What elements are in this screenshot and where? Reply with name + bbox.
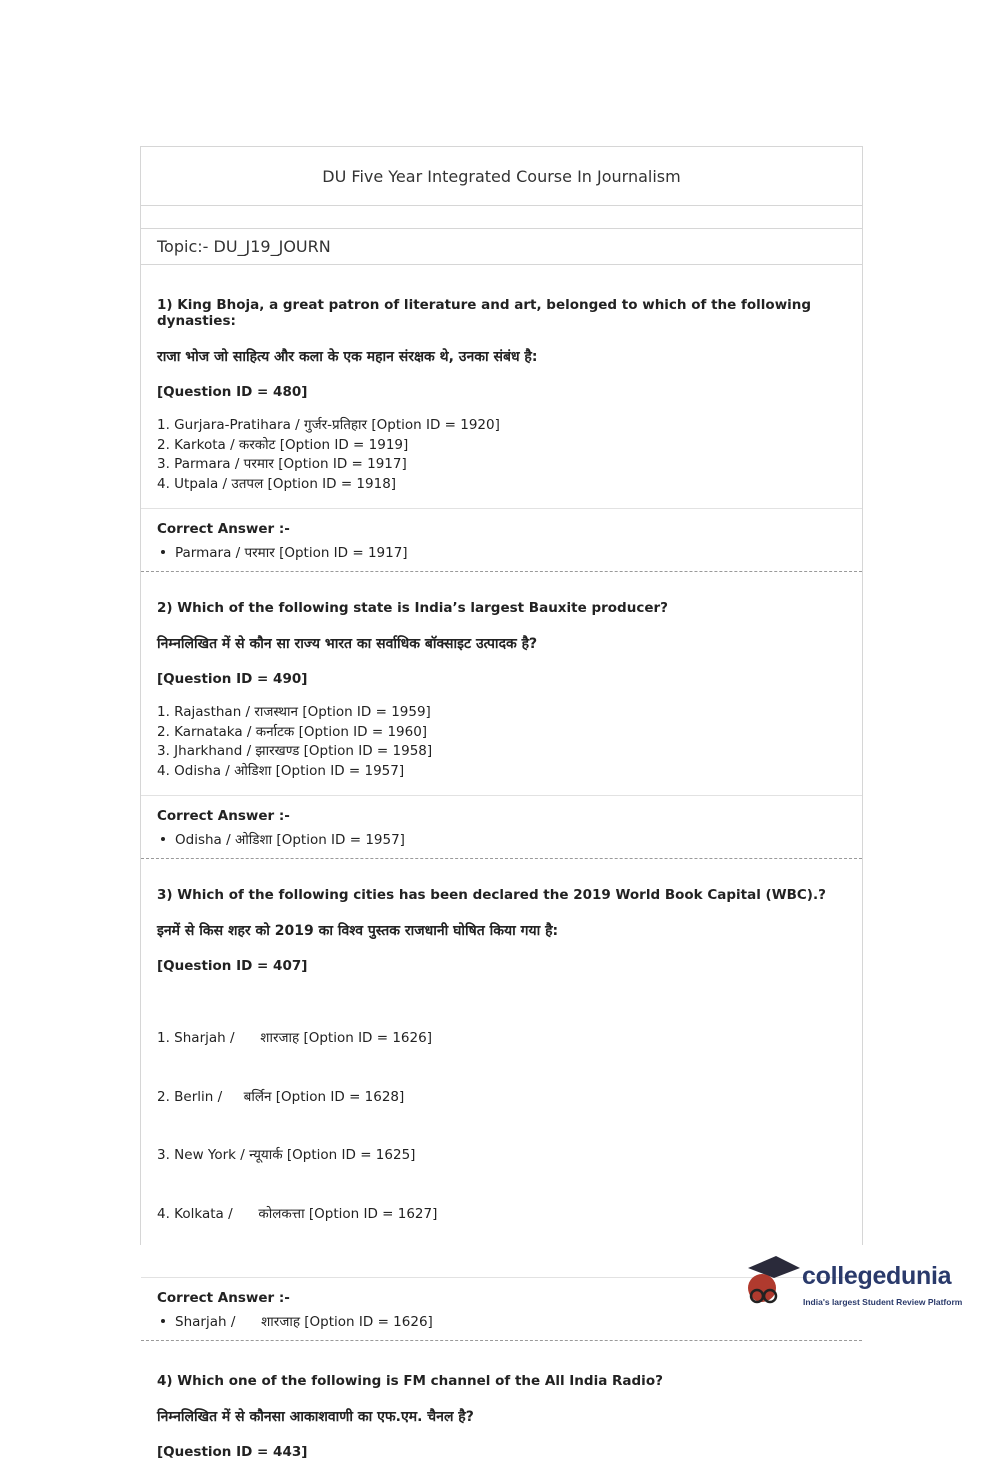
question-text-hi: निम्नलिखित में से कौनसा आकाशवाणी का एफ.एम. चैनल है? xyxy=(157,1409,474,1425)
option-item: 3. Jharkhand / झारखण्ड [Option ID = 1958] xyxy=(157,743,433,759)
option-item: 1. Rajasthan / राजस्थान [Option ID = 1959] xyxy=(157,704,431,720)
question-id: [Question ID = 490] xyxy=(157,671,308,687)
question-id: [Question ID = 480] xyxy=(157,384,308,400)
question-card xyxy=(141,1341,862,1460)
collegedunia-logo xyxy=(742,1248,972,1318)
option-item: 4. Kolkata / कोलकत्ता [Option ID = 1627] xyxy=(157,1205,438,1222)
option-list xyxy=(157,990,846,1263)
option-item: 4. Odisha / ओडिशा [Option ID = 1957] xyxy=(157,762,405,779)
correct-answer-label: Correct Answer :- xyxy=(157,521,290,537)
question-text-en: 3) Which of the following cities has been declared the 2019 World Book Capital (WBC).? xyxy=(157,887,826,903)
option-list xyxy=(157,416,846,494)
question-text-hi: इनमें से किस शहर को 2019 का विश्व पुस्तक राजधानी घोषित किया गया है: xyxy=(157,923,559,939)
option-item: 1. Sharjah / शारजाह [Option ID = 1626] xyxy=(157,1030,432,1046)
correct-answer-section xyxy=(141,796,862,859)
option-item: 3. New York / न्यूयार्क [Option ID = 1625] xyxy=(157,1147,416,1163)
option-item: 2. Karkota / करकोट [Option ID = 1919] xyxy=(157,436,409,453)
correct-answer-label: Correct Answer :- xyxy=(157,808,290,824)
option-item: 2. Karnataka / कर्नाटक [Option ID = 1960] xyxy=(157,723,428,740)
correct-answer-value: Sharjah / शारजाह [Option ID = 1626] xyxy=(175,1314,433,1330)
bullet-icon xyxy=(161,550,165,554)
question-card xyxy=(141,572,862,859)
question-text-en: 1) King Bhoja, a great patron of literature and art, belonged to which of the following dynasties: xyxy=(157,297,812,329)
option-list xyxy=(157,703,846,781)
mascot-icon xyxy=(742,1252,804,1314)
question-paper xyxy=(140,146,863,1460)
question-text-hi: निम्नलिखित में से कौन सा राज्य भारत का सर्वाधिक बॉक्साइट उत्पादक है? xyxy=(157,636,538,652)
correct-answer-label: Correct Answer :- xyxy=(157,1290,290,1306)
question-text-hi: राजा भोज जो साहित्य और कला के एक महान संरक्षक थे, उनका संबंध है: xyxy=(157,349,538,365)
option-item: 1. Gurjara-Pratihara / गुर्जर-प्रतिहार [Option ID = 1920] xyxy=(157,417,500,433)
question-id: [Question ID = 407] xyxy=(157,958,308,974)
divider xyxy=(141,206,862,229)
option-item: 3. Parmara / परमार [Option ID = 1917] xyxy=(157,456,407,472)
topic-label: Topic:- DU_J19_JOURN xyxy=(141,229,862,265)
question-text-en: 4) Which one of the following is FM channel of the All India Radio? xyxy=(157,1373,663,1389)
correct-answer-section xyxy=(141,509,862,572)
option-item: 4. Utpala / उतपल [Option ID = 1918] xyxy=(157,475,397,492)
bullet-icon xyxy=(161,1319,165,1323)
brand-name: collegedunia xyxy=(802,1262,952,1290)
brand-tagline: India's largest Student Review Platform xyxy=(803,1297,963,1307)
bullet-icon xyxy=(161,837,165,841)
question-card xyxy=(141,265,862,572)
paper-title: DU Five Year Integrated Course In Journalism xyxy=(141,147,862,206)
correct-answer-value: Odisha / ओडिशा [Option ID = 1957] xyxy=(175,832,405,848)
option-item: 2. Berlin / बर्लिन [Option ID = 1628] xyxy=(157,1088,405,1105)
question-text-en: 2) Which of the following state is India’s largest Bauxite producer? xyxy=(157,600,668,616)
correct-answer-value: Parmara / परमार [Option ID = 1917] xyxy=(175,545,408,561)
question-id: [Question ID = 443] xyxy=(157,1444,308,1460)
